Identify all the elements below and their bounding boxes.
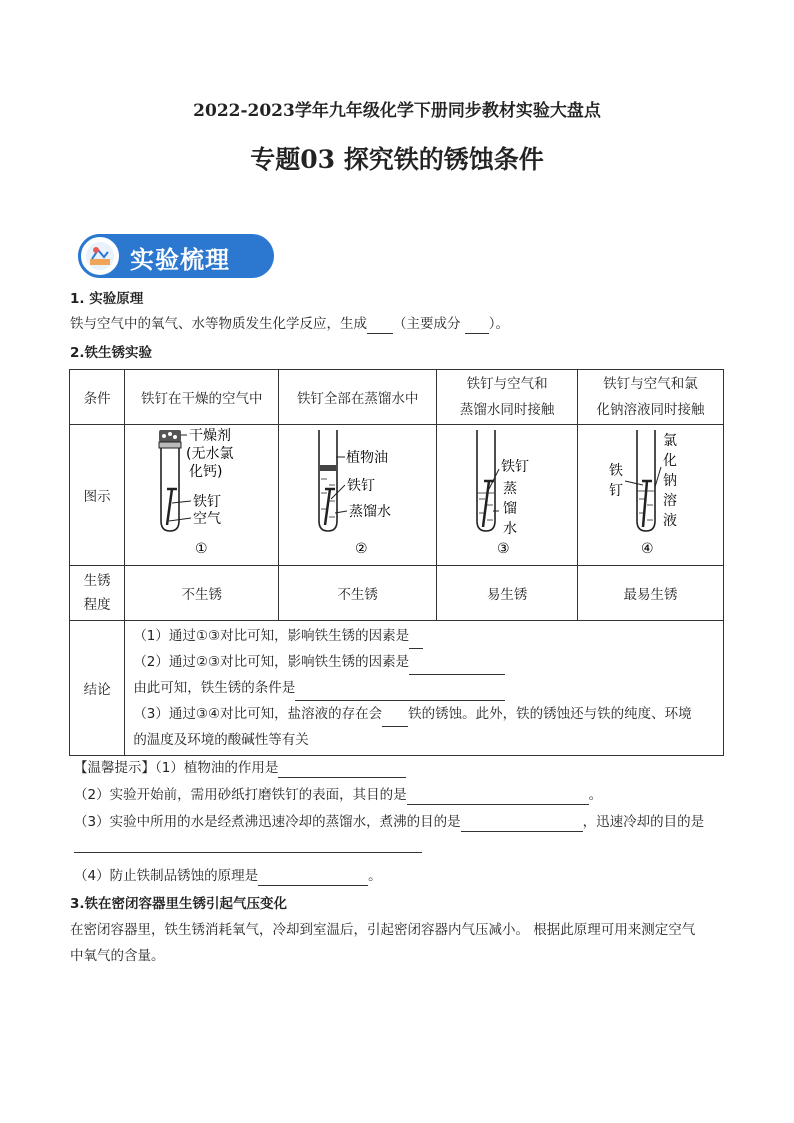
- rust-level-cell: 不生锈: [279, 566, 437, 621]
- tip-3-blank: [74, 852, 422, 853]
- figure-label-text: 干燥剂: [188, 428, 231, 444]
- test-tube-diagram-4: [581, 427, 721, 563]
- condition-cell: 铁钉在干燥的空气中: [125, 370, 279, 425]
- svg-text:氯: 氯: [662, 433, 677, 449]
- test-tube-diagram-1: [127, 427, 277, 563]
- conclusion-label: 结论: [70, 621, 125, 756]
- figure-number: ③: [497, 541, 510, 557]
- figure-number: ②: [354, 541, 368, 557]
- test-tube-diagram-2: [283, 427, 433, 563]
- figure-cell: [125, 425, 279, 566]
- svg-text:钉: 钉: [608, 483, 623, 499]
- rust-level-row: [70, 566, 724, 621]
- figure-cell: [279, 425, 437, 566]
- condition-cell: 铁钉全部在蒸馏水中: [279, 370, 437, 425]
- figure-cell: [437, 425, 578, 566]
- condition-cell: 铁钉与空气和 蒸馏水同时接触: [437, 370, 578, 425]
- tip-3: （3）实验中所用的水是经煮沸迅速冷却的蒸馏水，煮沸的目的是 ，迅速冷却的目的是: [74, 814, 705, 830]
- pressure-text-line-1: 在密闭容器里，铁生锈消耗氧气，冷却到室温后，引起密闭容器内气压减小。 根据此原理可用来测定空气: [70, 922, 696, 938]
- svg-text:溶: 溶: [662, 493, 677, 509]
- svg-text:化: 化: [662, 453, 677, 469]
- condition-label: 条件: [70, 370, 125, 425]
- experiment-icon: [78, 234, 122, 278]
- pressure-text-line-2: 中氧气的含量。: [70, 948, 165, 964]
- banner-label: 实验梳理: [130, 246, 230, 274]
- svg-text:铁钉: 铁钉: [192, 494, 221, 510]
- svg-text:钠: 钠: [662, 473, 677, 489]
- conclusion-row: [70, 621, 724, 756]
- svg-text:化钙): 化钙): [188, 464, 223, 480]
- condition-row: [70, 370, 724, 425]
- tip-1: 【温馨提示】（1）植物油的作用是: [74, 758, 406, 778]
- rust-experiment-table: [69, 369, 724, 756]
- svg-text:蒸: 蒸: [503, 481, 518, 497]
- svg-text:铁: 铁: [608, 463, 623, 479]
- svg-text:铁钉: 铁钉: [346, 478, 375, 494]
- document-title: 2022-2023学年九年级化学下册同步教材实验大盘点: [193, 101, 601, 121]
- rust-level-cell: 最易生锈: [578, 566, 724, 621]
- figure-row: [70, 425, 724, 566]
- topic-title: 专题03 探究铁的锈蚀条件: [250, 145, 544, 174]
- figure-cell: [578, 425, 724, 566]
- test-tube-diagram-3: [439, 427, 575, 563]
- svg-text:植物油: 植物油: [345, 450, 388, 466]
- tip-2: （2）实验开始前，需用砂纸打磨铁钉的表面，其目的是 。: [74, 787, 603, 803]
- rust-blank: [367, 319, 393, 334]
- tip-4: （4）防止铁制品锈蚀的原理是 。: [74, 868, 382, 884]
- svg-text:液: 液: [662, 513, 677, 529]
- rust-level-label: 生锈 程度: [70, 566, 125, 621]
- principle-heading: 1. 实验原理: [70, 291, 144, 307]
- figure-label: 图示: [70, 425, 125, 566]
- condition-cell: 铁钉与空气和氯 化钠溶液同时接触: [578, 370, 724, 425]
- svg-text:蒸馏水: 蒸馏水: [348, 504, 391, 520]
- svg-text:(无水氯: (无水氯: [185, 446, 234, 462]
- principle-text: 铁与空气中的氧气、水等物质发生化学反应，生成 （主要成分 ）。: [70, 316, 510, 332]
- experiment-heading: 2.铁生锈实验: [70, 345, 153, 361]
- svg-text:铁钉: 铁钉: [501, 459, 530, 475]
- rust-level-cell: 不生锈: [125, 566, 279, 621]
- figure-number: ①: [194, 541, 208, 557]
- figure-number: ④: [640, 541, 654, 557]
- conclusion-cell: （1）通过①③对比可知，影响铁生锈的因素是 （2）通过②③对比可知，影响铁生锈的因素是 由此可知，铁生锈的条件是 （3）通过③④对比可知，盐溶液的存在会 铁的锈蚀。此外，铁的锈蚀还与铁的纯度、环境 的温度及环境的酸碱性等有关: [125, 621, 724, 756]
- svg-text:水: 水: [503, 521, 518, 537]
- pressure-heading: 3.铁在密闭容器里生锈引起气压变化: [70, 896, 288, 912]
- svg-text:馏: 馏: [503, 501, 518, 517]
- rust-level-cell: 易生锈: [437, 566, 578, 621]
- svg-text:空气: 空气: [192, 511, 221, 527]
- component-blank: [465, 319, 489, 334]
